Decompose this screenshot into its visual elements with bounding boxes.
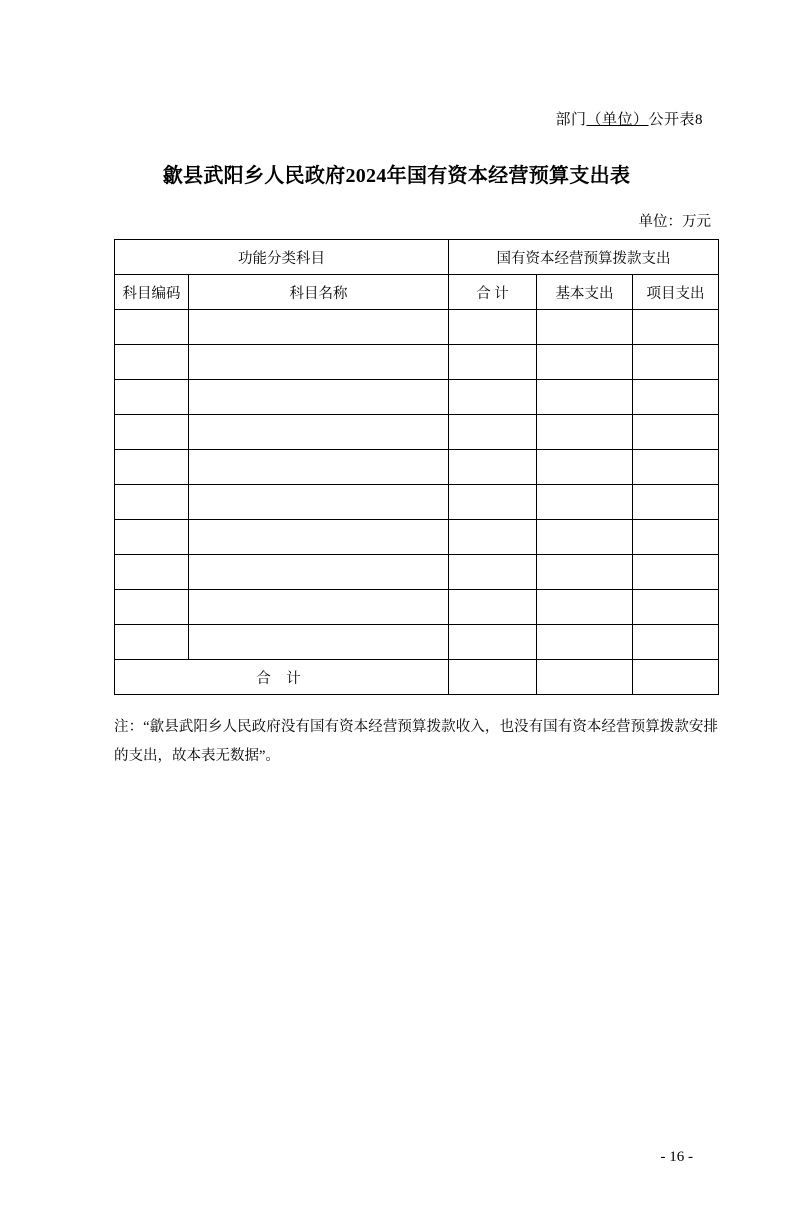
group-header-function-category: 功能分类科目 [115,240,449,275]
cell-basic [537,555,633,590]
cell-total [449,380,537,415]
cell-basic [537,310,633,345]
header-underlined-text: （单位） [586,112,649,128]
table-row [115,310,719,345]
unit-label: 单位：万元 [638,214,711,230]
cell-project [633,450,719,485]
cell-basic [537,415,633,450]
group-header-state-capital-expenditure: 国有资本经营预算拨款支出 [449,240,719,275]
cell-subject-name [189,625,449,660]
document-header [72,108,721,129]
cell-project [633,310,719,345]
cell-basic [537,485,633,520]
cell-subject-code [115,625,189,660]
cell-subject-name [189,345,449,380]
cell-project [633,485,719,520]
table-row [115,485,719,520]
table-note-text: 注：“歙县武阳乡人民政府没有国有资本经营预算拨款收入，也没有国有资本经营预算拨款安排的支出，故本表无数据”。 [114,719,718,764]
table-row [115,380,719,415]
column-header-total: 合 计 [449,275,537,310]
cell-subject-code [115,380,189,415]
column-header-project-expenditure: 项目支出 [633,275,719,310]
page-title: 歙县武阳乡人民政府2024年国有资本经营预算支出表 [162,165,631,187]
cell-project [633,555,719,590]
cell-total [449,590,537,625]
table-row [115,345,719,380]
total-row-basic [537,660,633,695]
cell-project [633,415,719,450]
column-header-subject-code: 科目编码 [115,275,189,310]
cell-total [449,485,537,520]
total-row-label: 合 计 [115,660,449,695]
cell-subject-code [115,590,189,625]
page-number: - 16 - [660,1149,693,1165]
cell-basic [537,625,633,660]
header-suffix: 公开表 [648,112,695,128]
cell-subject-name [189,520,449,555]
table-row [115,555,719,590]
table-group-header-row [115,240,719,275]
cell-project [633,345,719,380]
cell-basic [537,590,633,625]
cell-subject-name [189,485,449,520]
cell-subject-code [115,450,189,485]
cell-subject-name [189,450,449,485]
cell-subject-code [115,520,189,555]
cell-project [633,590,719,625]
budget-table [114,239,719,695]
cell-subject-name [189,380,449,415]
cell-total [449,310,537,345]
cell-project [633,520,719,555]
table-row [115,520,719,555]
cell-subject-code [115,415,189,450]
cell-subject-code [115,485,189,520]
cell-project [633,625,719,660]
table-row [115,625,719,660]
cell-subject-name [189,590,449,625]
cell-subject-code [115,345,189,380]
table-row [115,415,719,450]
table-row [115,590,719,625]
cell-subject-name [189,415,449,450]
column-header-subject-name: 科目名称 [189,275,449,310]
cell-subject-code [115,555,189,590]
cell-basic [537,380,633,415]
cell-total [449,450,537,485]
total-row-project [633,660,719,695]
document-page [0,108,793,1230]
table-row [115,450,719,485]
total-row-total [449,660,537,695]
table-total-row [115,660,719,695]
table-note [114,713,718,771]
cell-total [449,415,537,450]
header-prefix: 部门 [555,112,587,128]
cell-total [449,520,537,555]
cell-basic [537,520,633,555]
cell-total [449,345,537,380]
cell-total [449,555,537,590]
cell-project [633,380,719,415]
cell-subject-name [189,310,449,345]
cell-basic [537,345,633,380]
column-header-basic-expenditure: 基本支出 [537,275,633,310]
table-column-header-row [115,275,719,310]
header-number: 8 [695,112,703,128]
cell-basic [537,450,633,485]
cell-subject-code [115,310,189,345]
cell-total [449,625,537,660]
cell-subject-name [189,555,449,590]
